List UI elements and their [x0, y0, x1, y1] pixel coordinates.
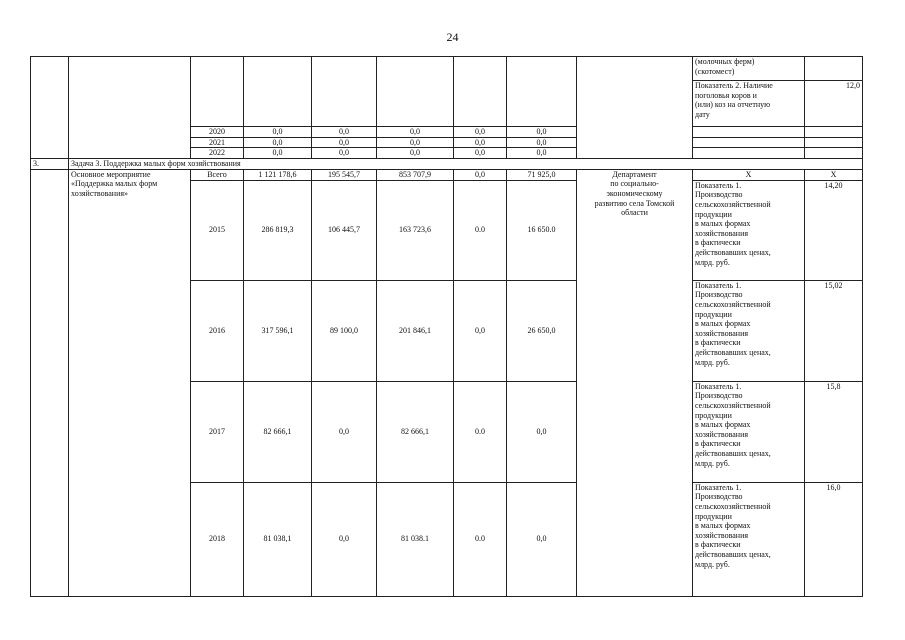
indicator-cell: Показатель 1. Производство сельскохозяйственной продукции в малых формах хозяйствования в фактически действовавших ценах, млрд. руб. — [693, 280, 805, 381]
empty-cell — [377, 57, 454, 127]
amount-cell: 0,0 — [244, 137, 312, 148]
amount-cell: 26 650,0 — [507, 280, 577, 381]
amount-cell: 0.0 — [454, 180, 507, 280]
amount-cell: 317 596,1 — [244, 280, 312, 381]
amount-cell: 195 545,7 — [312, 169, 377, 180]
amount-cell: 1 121 178,6 — [244, 169, 312, 180]
amount-cell: 0,0 — [377, 148, 454, 159]
amount-cell: 0,0 — [454, 127, 507, 138]
amount-cell: 0,0 — [454, 137, 507, 148]
year-cell: 2016 — [191, 280, 244, 381]
empty-cell — [312, 57, 377, 127]
value-cell: X — [805, 169, 863, 180]
indicator-cell: Показатель 2. Наличие поголовья коров и (или) коз на отчетную дату — [693, 81, 805, 127]
year-cell: 2022 — [191, 148, 244, 159]
empty-cell — [693, 148, 805, 159]
event-name: Основное мероприятие «Поддержка малых форм хозяйствования» — [69, 169, 191, 596]
amount-cell: 0,0 — [507, 381, 577, 482]
year-cell: 2018 — [191, 482, 244, 596]
amount-cell: 0,0 — [377, 137, 454, 148]
amount-cell: 0,0 — [312, 148, 377, 159]
value-cell: 15,02 — [805, 280, 863, 381]
empty-cell — [507, 57, 577, 127]
empty-cell — [805, 137, 863, 148]
indicator-cell: X — [693, 169, 805, 180]
value-cell: 15,8 — [805, 381, 863, 482]
amount-cell: 16 650.0 — [507, 180, 577, 280]
empty-cell — [244, 57, 312, 127]
value-cell — [805, 57, 863, 81]
empty-cell — [805, 148, 863, 159]
num-cell-empty — [31, 57, 69, 159]
amount-cell: 0,0 — [454, 148, 507, 159]
amount-cell: 0,0 — [507, 482, 577, 596]
empty-cell — [805, 127, 863, 138]
amount-cell: 0.0 — [454, 381, 507, 482]
amount-cell: 0,0 — [377, 127, 454, 138]
indicator-cell: Показатель 1. Производство сельскохозяйственной продукции в малых формах хозяйствования в фактически действовавших ценах, млрд. руб. — [693, 180, 805, 280]
amount-cell: 0,0 — [244, 148, 312, 159]
empty-cell — [693, 127, 805, 138]
page-number: 24 — [446, 30, 459, 44]
year-cell-empty — [191, 57, 244, 127]
executor-cell-empty — [577, 57, 693, 159]
amount-cell: 853 707,9 — [377, 169, 454, 180]
executor-name: Департамент по социально- экономическому развитию села Томской области — [577, 169, 693, 596]
program-table — [30, 56, 863, 597]
amount-cell: 0,0 — [312, 482, 377, 596]
task-title: Задача 3. Поддержка малых форм хозяйствования — [69, 158, 863, 169]
year-cell: Всего — [191, 169, 244, 180]
amount-cell: 81 038,1 — [244, 482, 312, 596]
event-cell-empty — [69, 57, 191, 159]
num-cell-empty — [31, 169, 69, 596]
amount-cell: 106 445,7 — [312, 180, 377, 280]
amount-cell: 286 819,3 — [244, 180, 312, 280]
amount-cell: 0,0 — [454, 169, 507, 180]
amount-cell: 201 846,1 — [377, 280, 454, 381]
amount-cell: 0,0 — [507, 137, 577, 148]
amount-cell: 0,0 — [244, 127, 312, 138]
task-number: 3. — [31, 158, 69, 169]
empty-cell — [693, 137, 805, 148]
amount-cell: 0,0 — [312, 127, 377, 138]
amount-cell: 82 666,1 — [244, 381, 312, 482]
amount-cell: 81 038.1 — [377, 482, 454, 596]
amount-cell: 163 723,6 — [377, 180, 454, 280]
year-cell: 2020 — [191, 127, 244, 138]
year-cell: 2017 — [191, 381, 244, 482]
empty-cell — [454, 57, 507, 127]
amount-cell: 0,0 — [454, 280, 507, 381]
amount-cell: 82 666,1 — [377, 381, 454, 482]
amount-cell: 89 100,0 — [312, 280, 377, 381]
value-cell: 16,0 — [805, 482, 863, 596]
amount-cell: 0,0 — [312, 137, 377, 148]
value-cell: 12,0 — [805, 81, 863, 127]
amount-cell: 71 925,0 — [507, 169, 577, 180]
amount-cell: 0,0 — [507, 148, 577, 159]
value-cell: 14,20 — [805, 180, 863, 280]
amount-cell: 0,0 — [507, 127, 577, 138]
year-cell: 2021 — [191, 137, 244, 148]
amount-cell: 0,0 — [312, 381, 377, 482]
indicator-cell: (молочных ферм) (скотомест) — [693, 57, 805, 81]
indicator-cell: Показатель 1. Производство сельскохозяйственной продукции в малых формах хозяйствования в фактически действовавших ценах, млрд. руб. — [693, 482, 805, 596]
amount-cell: 0.0 — [454, 482, 507, 596]
year-cell: 2015 — [191, 180, 244, 280]
indicator-cell: Показатель 1. Производство сельскохозяйственной продукции в малых формах хозяйствования в фактически действовавших ценах, млрд. руб. — [693, 381, 805, 482]
